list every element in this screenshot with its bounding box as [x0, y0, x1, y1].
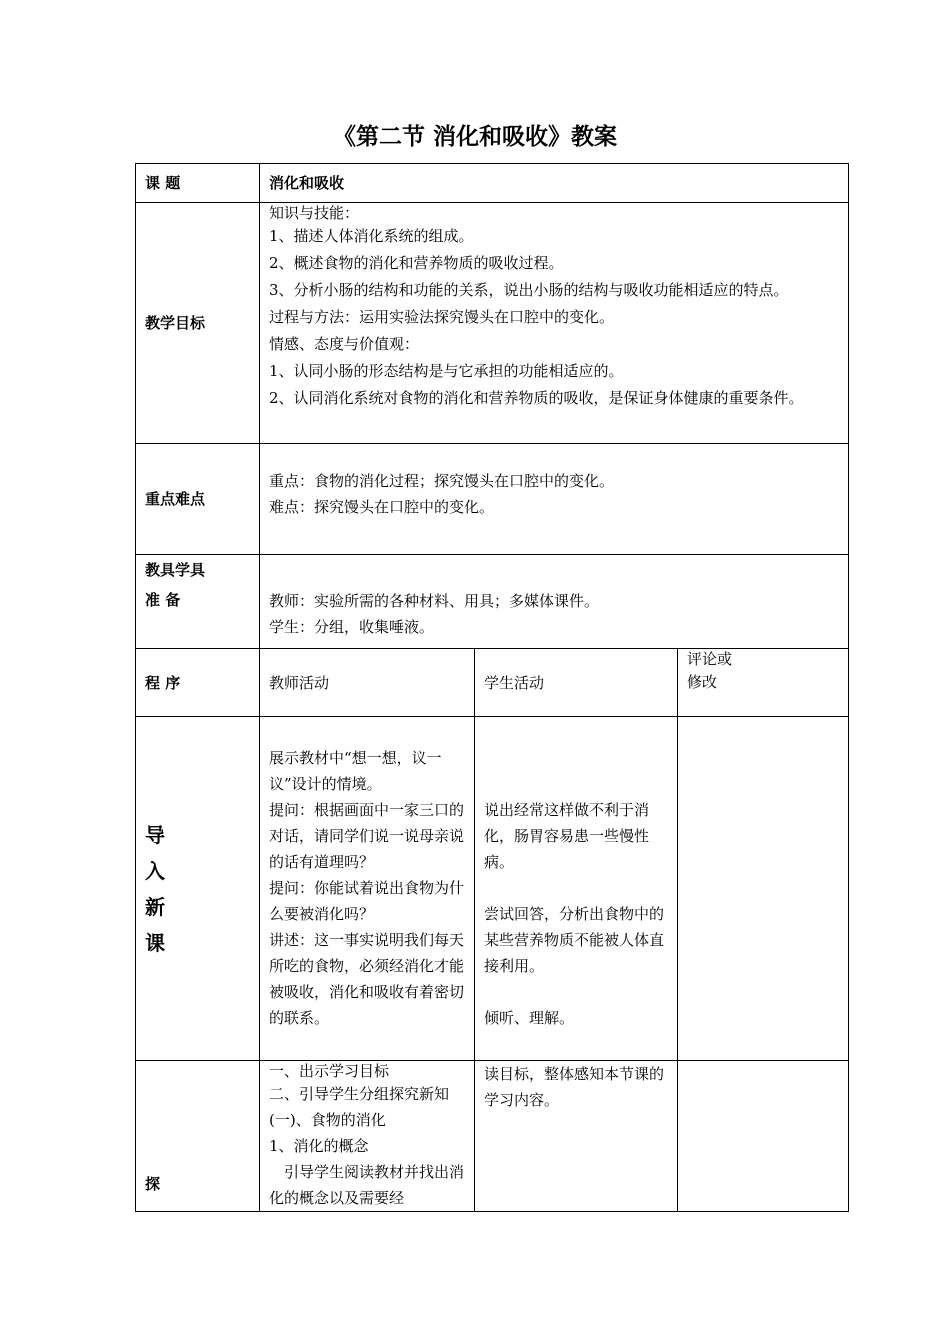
page-title: 《第二节 消化和吸收》教案	[332, 124, 617, 150]
explore-teacher-activity	[260, 1061, 475, 1212]
col-student-activity: 学生活动	[475, 649, 678, 717]
explore-teacher-line: 1、消化的概念	[269, 1137, 369, 1155]
key-points-label: 重点难点	[136, 444, 260, 555]
intro-student-para: 倾听、理解。	[484, 1009, 575, 1027]
objectives-line: 3、分析小肠的结构和功能的关系，说出小肠的结构与吸收功能相适应的特点。	[269, 281, 789, 299]
tools-line: 教师：实验所需的各种材料、用具；多媒体课件。	[269, 592, 600, 610]
intro-label	[136, 717, 260, 1061]
objectives-line: 2、概述食物的消化和营养物质的吸收过程。	[269, 254, 564, 272]
intro-label-char: 入	[145, 858, 165, 883]
intro-label-char: 导	[145, 822, 165, 847]
objectives-label: 教学目标	[136, 203, 260, 444]
intro-teacher-line: 讲述：这一事实说明我们每天所吃的食物，必须经消化才能被吸收，消化和吸收有着密切的联系。	[269, 931, 465, 1027]
objectives-content	[260, 203, 849, 444]
tools-content	[260, 555, 849, 649]
intro-teacher-line: 提问：你能试着说出食物为什么要被消化吗？	[269, 879, 465, 923]
col-comment-line: 评论或	[687, 650, 733, 668]
key-point-line: 重点：食物的消化过程；探究馒头在口腔中的变化。	[269, 472, 615, 490]
key-points-content	[260, 444, 849, 555]
objectives-line: 知识与技能：	[269, 204, 360, 222]
procedure-label: 程 序	[136, 649, 260, 717]
explore-teacher-line: 一、出示学习目标	[269, 1062, 390, 1080]
explore-teacher-line: 二、引导学生分组探究新知	[269, 1085, 450, 1103]
objectives-line: 2、认同消化系统对食物的消化和营养物质的吸收，是保证身体健康的重要条件。	[269, 389, 804, 407]
tools-label-line: 准 备	[145, 591, 181, 609]
objectives-line: 1、描述人体消化系统的组成。	[269, 227, 474, 245]
subject-value: 消化和吸收	[260, 164, 849, 203]
subject-label: 课 题	[136, 164, 260, 203]
key-point-line: 难点：探究馒头在口腔中的变化。	[269, 498, 495, 516]
intro-label-char: 课	[145, 930, 165, 955]
explore-student-activity: 读目标，整体感知本节课的学习内容。	[475, 1061, 678, 1212]
row-explore	[136, 1061, 849, 1212]
col-teacher-activity: 教师活动	[260, 649, 475, 717]
intro-student-para: 尝试回答，分析出食物中的某些营养物质不能被人体直接利用。	[484, 905, 665, 975]
intro-student-para: 说出经常这样做不利于消化，肠胃容易患一些慢性病。	[484, 801, 650, 871]
explore-comment	[678, 1061, 849, 1212]
objectives-line: 1、认同小肠的形态结构是与它承担的功能相适应的。	[269, 362, 624, 380]
intro-label-char: 新	[145, 894, 165, 919]
explore-teacher-line: (一)、食物的消化	[269, 1111, 386, 1129]
intro-teacher-line: 提问：根据画面中一家三口的对话，请同学们说一说母亲说的话有道理吗？	[269, 801, 465, 871]
row-objectives	[136, 203, 849, 444]
objectives-line: 情感、态度与价值观：	[269, 335, 420, 353]
col-comment-line: 修改	[687, 673, 718, 691]
lesson-plan-table	[135, 163, 849, 1212]
objectives-line: 过程与方法：运用实验法探究馒头在口腔中的变化。	[269, 308, 615, 326]
intro-student-activity	[475, 717, 678, 1061]
intro-teacher-line: 展示教材中“想一想，议一议”设计的情境。	[269, 749, 442, 793]
row-subject	[136, 164, 849, 203]
explore-teacher-line: 引导学生阅读教材并找出消化的概念以及需要经	[269, 1163, 465, 1207]
row-intro	[136, 717, 849, 1061]
row-tools	[136, 555, 849, 649]
intro-comment	[678, 717, 849, 1061]
tools-line: 学生：分组，收集唾液。	[269, 618, 435, 636]
tools-label	[136, 555, 260, 649]
intro-teacher-activity	[260, 717, 475, 1061]
col-comment	[678, 649, 849, 717]
row-procedure-header	[136, 649, 849, 717]
tools-label-line: 教具学具	[145, 561, 206, 579]
row-key-points	[136, 444, 849, 555]
explore-label: 探	[136, 1061, 260, 1212]
